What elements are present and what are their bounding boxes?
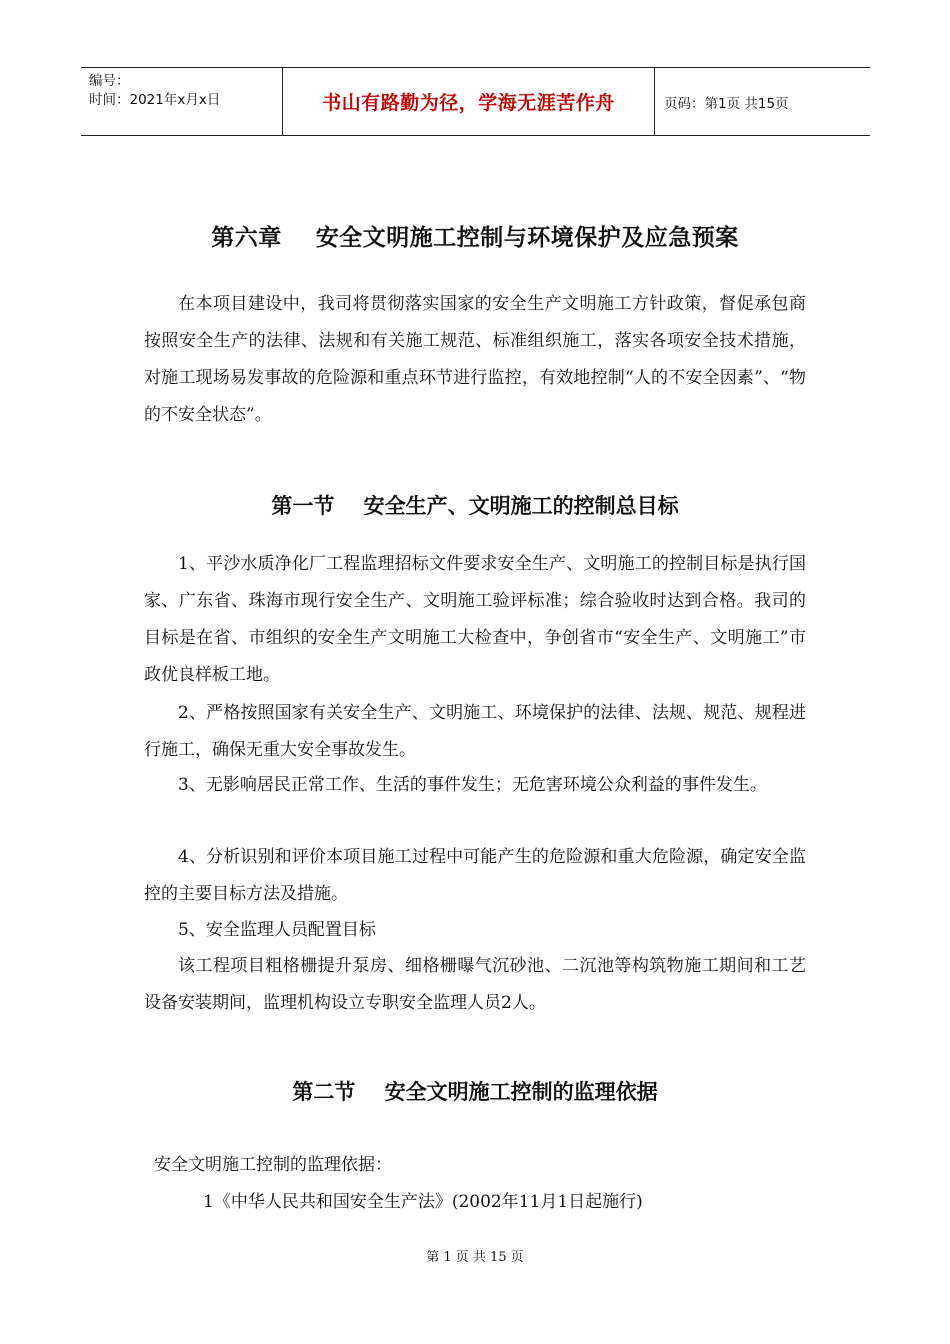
header-motto: 书山有路勤为径，学海无涯苦作舟 [282,68,655,135]
section1-paragraph-1: 1、平沙水质净化厂工程监理招标文件要求安全生产、文明施工的控制目标是执行国家、广东省、珠海市现行安全生产、文明施工验评标准；综合验收时达到合格。我司的目标是在省、市组织的安全生产文明施工大检查中，争创省市“安全生产、文明施工”市政优良样板工地。 [144,554,806,685]
section2-title: 第二节 安全文明施工控制的监理依据 [292,1080,658,1104]
number-label: 编号： [89,73,130,89]
header-page-info: 页码：第1页 共15页 [664,95,789,112]
intro-paragraph: 在本项目建设中，我司将贯彻落实国家的安全生产文明施工方针政策，督促承包商按照安全生产的法律、法规和有关施工规范、标准组织施工，落实各项安全技术措施，对施工现场易发事故的危险源和重点环节进行监控，有效地控制“人的不安全因素”、“物的不安全状态”。 [144,294,806,425]
section1-title: 第一节 安全生产、文明施工的控制总目标 [271,494,679,518]
section1-paragraph-2: 2、严格按照国家有关安全生产、文明施工、环境保护的法律、法规、规范、规程进行施工，确保无重大安全事故发生。 [144,703,806,760]
header-meta-cell [81,68,282,135]
section1-paragraph-5: 5、安全监理人员配置目标 [178,920,376,940]
section1-paragraph-3: 3、无影响居民正常工作、生活的事件发生；无危害环境公众利益的事件发生。 [178,775,767,795]
section1-paragraph-4: 4、分析识别和评价本项目施工过程中可能产生的危险源和重大危险源，确定安全监控的主要目标方法及措施。 [144,847,806,904]
chapter-title: 第六章 安全文明施工控制与环境保护及应急预案 [211,225,739,251]
page-footer: 第 1 页 共 15 页 [426,1250,524,1265]
time-label: 时间：2021年x月x日 [89,92,221,108]
section1-paragraph-6: 该工程项目粗格栅提升泵房、细格栅曝气沉砂池、二沉池等构筑物施工期间和工艺设备安装期间，监理机构设立专职安全监理人员2人。 [144,956,806,1013]
section2-lead: 安全文明施工控制的监理依据： [154,1155,392,1175]
section2-item-1: 1《中华人民共和国安全生产法》(2002年11月1日起施行) [203,1192,643,1212]
header-table [81,67,870,136]
